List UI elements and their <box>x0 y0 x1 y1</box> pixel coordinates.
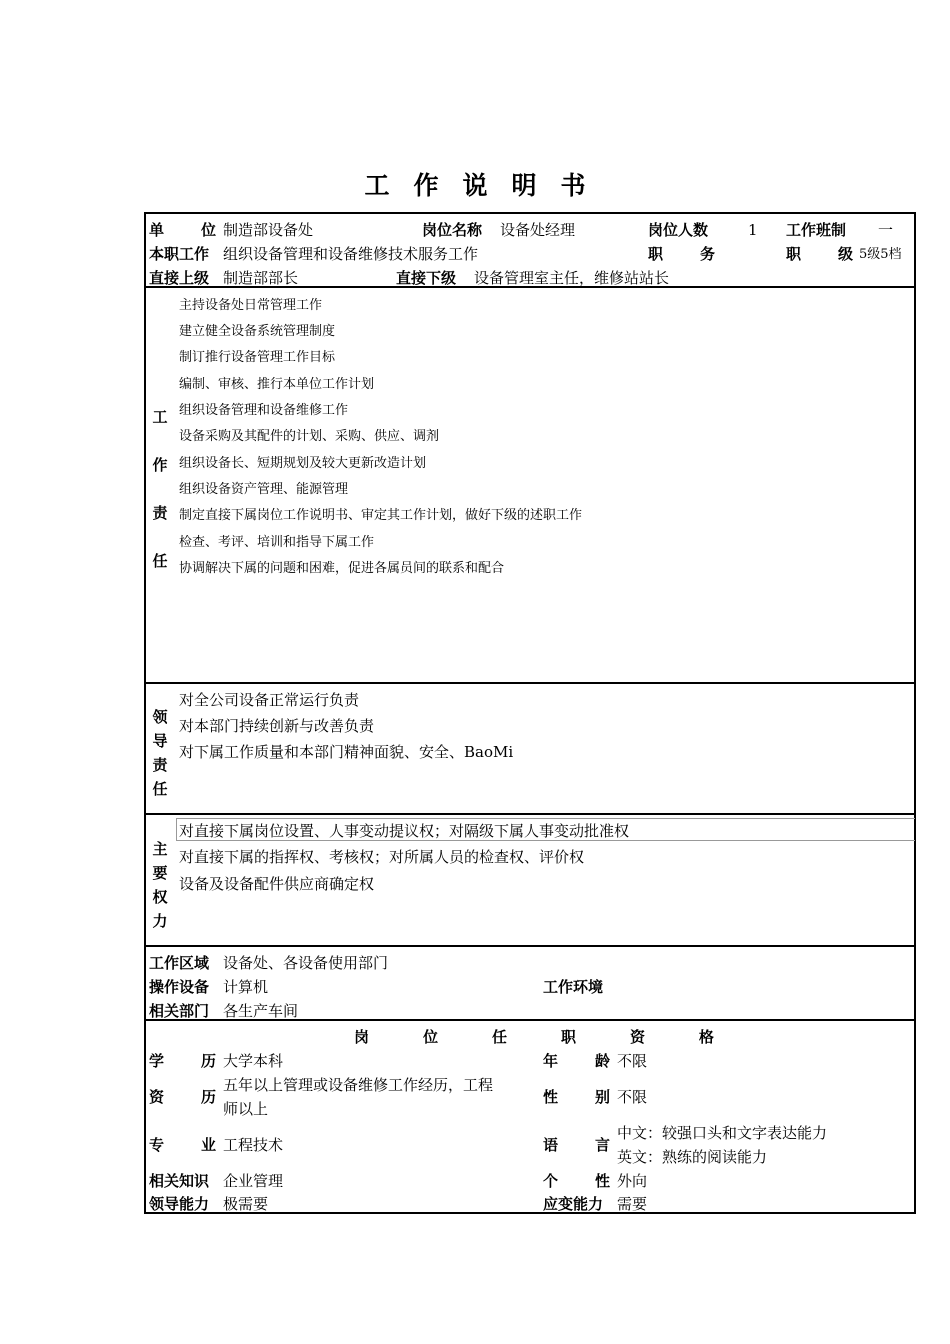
personality-value: 外向 <box>617 1172 648 1190</box>
qualifications-heading <box>354 1027 714 1047</box>
duty-item: 制订推行设备管理工作目标 <box>179 350 336 365</box>
heading-char: 职 <box>560 1028 576 1046</box>
duty-item: 制定直接下属岗位工作说明书、审定其工作计划，做好下级的述职工作 <box>179 508 583 523</box>
age-value: 不限 <box>617 1052 648 1070</box>
unit-label: 单 位 <box>149 221 216 239</box>
duty-item: 设备采购及其配件的计划、采购、供应、调剂 <box>179 429 440 444</box>
duties-label-char: 工 <box>152 408 168 426</box>
powers-label-char: 要 <box>152 864 168 882</box>
shift-value: 一 <box>878 221 894 239</box>
title-char: 工 <box>364 171 390 200</box>
position-value: 设备处经理 <box>500 221 576 239</box>
leadership-label <box>150 705 170 801</box>
adapt-label: 应变能力 <box>543 1195 604 1213</box>
duty-item: 组织设备管理和设备维修工作 <box>179 403 349 418</box>
leadership-label-char: 责 <box>152 756 168 774</box>
leadership-ability-value: 极需要 <box>223 1195 269 1213</box>
leadership-item: 对本部门持续创新与改善负责 <box>179 717 375 735</box>
grade-value: 5级5档 <box>859 247 902 262</box>
duty-item: 检查、考评、培训和指导下属工作 <box>179 535 375 550</box>
powers-label-char: 主 <box>152 840 168 858</box>
major-value: 工程技术 <box>223 1136 284 1154</box>
major-label: 专 业 <box>149 1136 216 1154</box>
superior-label: 直接上级 <box>149 269 210 287</box>
heading-char: 任 <box>491 1028 507 1046</box>
language-value-line1: 中文：较强口头和文字表达能力 <box>617 1124 828 1142</box>
divider-powers <box>144 945 916 947</box>
duties-label <box>150 405 170 597</box>
duty-item: 组织设备资产管理、能源管理 <box>179 482 349 497</box>
leadership-label-char: 导 <box>152 732 168 750</box>
area-value: 设备处、各设备使用部门 <box>223 954 389 972</box>
powers-label <box>150 837 170 933</box>
headcount-label: 岗位人数 <box>648 221 709 239</box>
powers-cell-top <box>176 818 915 819</box>
title-char: 作 <box>413 171 439 200</box>
duty-item: 协调解决下属的问题和困难，促进各属员间的联系和配合 <box>179 561 505 576</box>
dept-value: 各生产车间 <box>223 1002 299 1020</box>
shift-label: 工作班制 <box>786 221 847 239</box>
duty-item: 主持设备处日常管理工作 <box>179 298 323 313</box>
education-value: 大学本科 <box>223 1052 284 1070</box>
age-label: 年 龄 <box>543 1052 610 1070</box>
position-label: 岗位名称 <box>422 221 483 239</box>
experience-value-line1: 五年以上管理或设备维修工作经历，工程 <box>223 1076 494 1094</box>
title-char: 说 <box>462 171 488 200</box>
experience-label: 资 历 <box>149 1088 216 1106</box>
title-char: 明 <box>511 171 537 200</box>
document-title <box>0 166 950 202</box>
duties-label-char: 作 <box>152 456 168 474</box>
heading-char: 资 <box>629 1028 645 1046</box>
experience-value-line2: 师以上 <box>223 1100 269 1118</box>
education-label: 学 历 <box>149 1052 216 1070</box>
duties-label-char: 责 <box>152 504 168 522</box>
knowledge-label: 相关知识 <box>149 1172 210 1190</box>
knowledge-value: 企业管理 <box>223 1172 284 1190</box>
equipment-value: 计算机 <box>223 978 269 996</box>
divider-duties <box>144 682 916 684</box>
environment-label: 工作环境 <box>543 978 604 996</box>
leadership-item: 对下属工作质量和本部门精神面貌、安全、BaoMi <box>179 743 514 761</box>
powers-cell-left <box>176 818 177 840</box>
title-char: 书 <box>560 171 586 200</box>
duty-label: 职 务 <box>648 245 715 263</box>
area-label: 工作区域 <box>149 954 210 972</box>
power-item: 对直接下属的指挥权、考核权；对所属人员的检查权、评价权 <box>179 848 585 866</box>
equipment-label: 操作设备 <box>149 978 210 996</box>
language-value-line2: 英文：熟练的阅读能力 <box>617 1148 768 1166</box>
gender-label: 性 别 <box>543 1088 610 1106</box>
gender-value: 不限 <box>617 1088 648 1106</box>
powers-label-char: 力 <box>152 912 168 930</box>
headcount-value: 1 <box>748 221 758 239</box>
job-label: 本职工作 <box>149 245 210 263</box>
subordinate-value: 设备管理室主任，维修站站长 <box>474 269 670 287</box>
leadership-item: 对全公司设备正常运行负责 <box>179 691 360 709</box>
heading-char: 位 <box>422 1028 438 1046</box>
grade-label: 职 级 <box>786 245 853 263</box>
heading-char: 格 <box>698 1028 714 1046</box>
job-value: 组织设备管理和设备维修技术服务工作 <box>223 245 479 263</box>
personality-label: 个 性 <box>543 1172 610 1190</box>
unit-value: 制造部设备处 <box>223 221 314 239</box>
power-item: 对直接下属岗位设置、人事变动提议权；对隔级下属人事变动批准权 <box>179 822 630 840</box>
duty-item: 建立健全设备系统管理制度 <box>179 324 336 339</box>
duty-item: 编制、审核、推行本单位工作计划 <box>179 377 375 392</box>
powers-label-char: 权 <box>152 888 168 906</box>
duties-label-char: 任 <box>152 552 168 570</box>
language-label: 语 言 <box>543 1136 610 1154</box>
duty-item: 组织设备长、短期规划及较大更新改造计划 <box>179 456 427 471</box>
adapt-value: 需要 <box>617 1195 648 1213</box>
leadership-ability-label: 领导能力 <box>149 1195 210 1213</box>
subordinate-label: 直接下级 <box>396 269 457 287</box>
divider-leadership <box>144 813 916 815</box>
power-item: 设备及设备配件供应商确定权 <box>179 875 375 893</box>
leadership-label-char: 领 <box>152 708 168 726</box>
superior-value: 制造部部长 <box>223 269 299 287</box>
dept-label: 相关部门 <box>149 1002 210 1020</box>
heading-char: 岗 <box>354 1028 370 1046</box>
leadership-label-char: 任 <box>152 780 168 798</box>
